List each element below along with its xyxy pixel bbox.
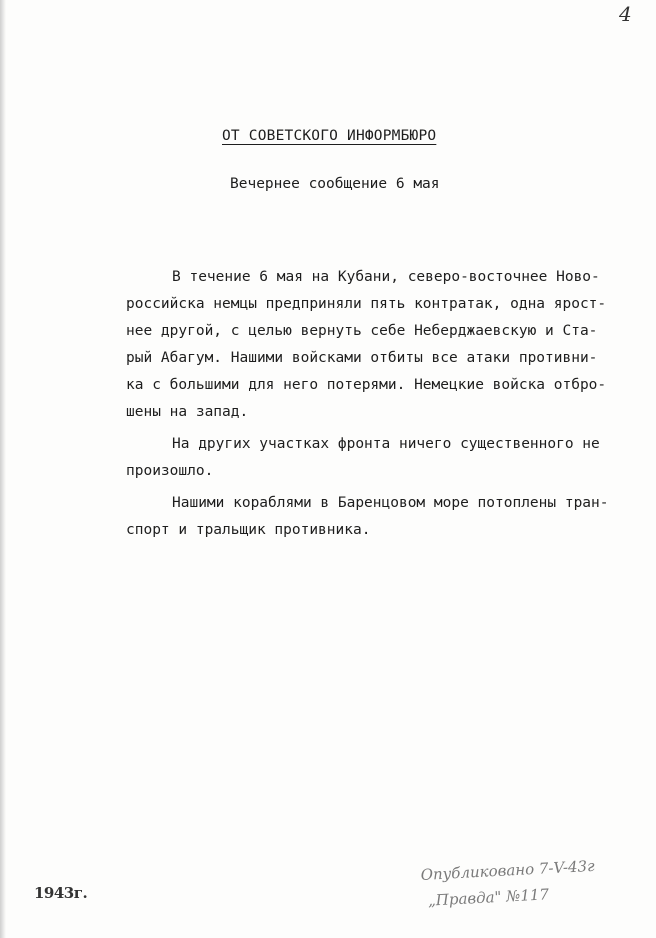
- paragraph-line: рый Абагум. Нашими войсками отбиты все атаки противни-: [126, 350, 598, 366]
- paragraph-line: шены на запад.: [126, 404, 249, 420]
- binding-edge: [0, 0, 6, 938]
- document-title: ОТ СОВЕТСКОГО ИНФОРМБЮРО: [222, 128, 437, 144]
- paragraph-line: российска немцы предприняли пять контратак, одна ярост-: [126, 296, 607, 312]
- paragraph-line: ка с большими для него потерями. Немецкие войска отбро-: [126, 377, 607, 393]
- paragraph-3: [126, 490, 626, 544]
- paragraph-line: нее другой, с целью вернуть себе Неберджаевскую и Ста-: [126, 323, 598, 339]
- document-body: [126, 264, 626, 544]
- paragraph-2: [126, 431, 626, 485]
- paragraph-line: Нашими кораблями в Баренцовом море потоплены тран-: [172, 495, 609, 511]
- paragraph-1: [126, 264, 626, 426]
- paragraph-line: На других участках фронта ничего существенного не: [172, 436, 600, 452]
- paragraph-line: произошло.: [126, 463, 214, 479]
- page-number: 4: [619, 2, 632, 26]
- handwritten-note-line-1: Опубликовано 7-V-43г: [420, 856, 596, 884]
- document-subtitle: Вечернее сообщение 6 мая: [230, 176, 440, 192]
- year-stamp: 1943г.: [34, 884, 88, 902]
- paragraph-line: спорт и тральщик противника.: [126, 522, 371, 538]
- paragraph-line: В течение 6 мая на Кубани, северо-восточнее Ново-: [172, 269, 600, 285]
- handwritten-publication-note: [420, 851, 632, 914]
- handwritten-note-line-2: „Правда" №117: [427, 885, 550, 910]
